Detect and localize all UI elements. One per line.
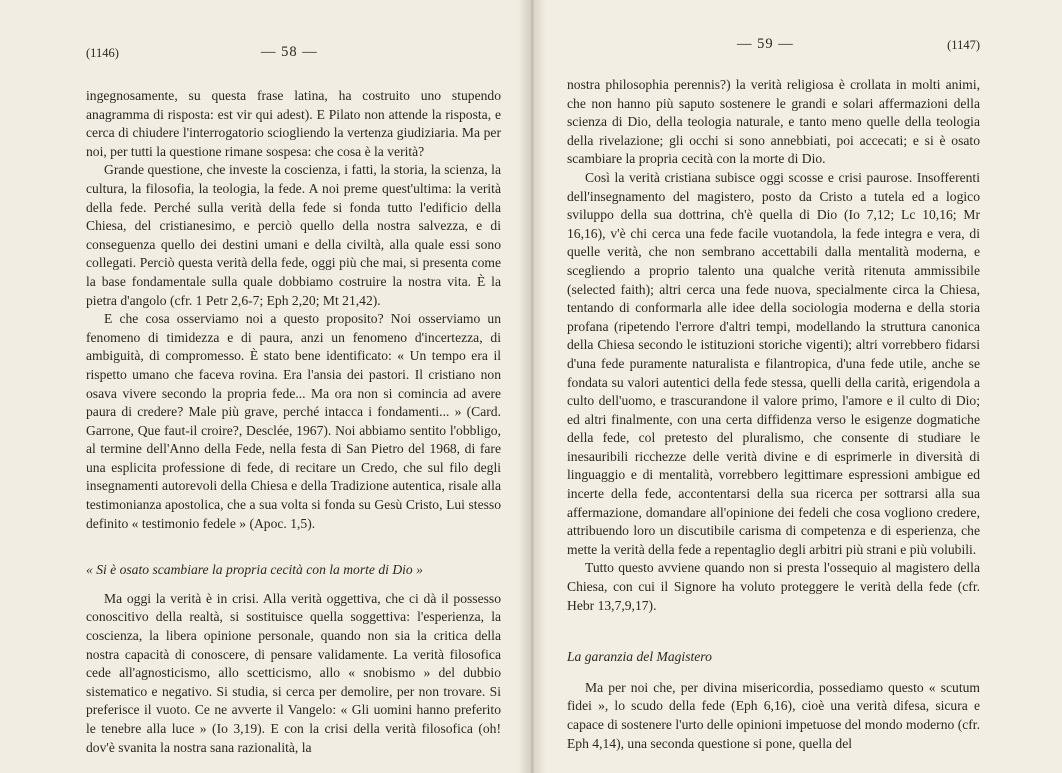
right-body-text — [567, 76, 980, 753]
left-body-text — [86, 87, 501, 757]
left-paragraph: Grande questione, che investe la coscienza, i fatti, la storia, la scienza, la cultura, la filosofia, la teologia, la fede. A noi preme quest'ultima: la verità della fede. Perché sulla verità della fede si fonda tutto l'edificio della Chiesa, del cristianesimo, e perciò quello della nostra salvezza, e di conseguenza quello dei destini umani e della civiltà, alla quale essi sono collegati. Perciò questa verità della fede, oggi più che mai, si presenta come la base fondamentale sulla quale dobbiamo costruire la nostra vita. È la pietra d'angolo (cfr. 1 Petr 2,6-7; Eph 2,20; Mt 21,42). — [86, 162, 501, 308]
right-page-number: — 59 — — [737, 36, 794, 52]
right-catalog-number: (1147) — [947, 38, 980, 52]
left-running-head — [86, 46, 501, 68]
right-paragraph: Così la verità cristiana subisce oggi scosse e crisi paurose. Insofferenti dell'insegnamento del magistero, posto da Cristo a tutela ed a logico sviluppo della sua dottrina, ch'è quella di Dio (Io 7,12; Lc 10,16; Mr 16,16), v'è chi cerca una fede facile vuotandola, la fede integra e vera, di quelle verità, che non sembrano accettabili dalla mentalità moderna, e scegliendo a proprio talento una qualche verità ritenuta ammissibile (selected faith); altri cerca una fede nuova, specialmente circa la Chiesa, tentando di conformarla alle idee della sociologia moderna e della storia profana (ripetendo l'errore d'altri tempi, modellando la struttura canonica della Chiesa secondo le istituzioni storiche vigenti); altri vorrebbero fidarsi d'una fede puramente naturalista e filantropica, d'una fede utile, anche se fondata su valori autentici della fede stessa, quelli della carità, erigendola a culto dell'uomo, e trascurandone il valore primo, l'amore e il culto di Dio; ed altri finalmente, con una certa diffidenza verso le esigenze dogmatiche della fede, col pretesto del pluralismo, che consente di studiare le inesauribili ricchezze delle verità divine e di esprimerle in diversità di linguaggio e di mentalità, vorrebbero legittimare espressioni ambigue ed incerte della fede, accontentarsi della sua ricerca per sottrarsi alla sua affermazione, domandare all'opinione dei fedeli che cosa vogliono credere, attribuendo loro un discutibile carisma di competenza e di esperienza, che mette la verità della fede a repentaglio degli arbitri più strani e più volubili. — [567, 169, 980, 557]
right-running-head — [567, 38, 980, 60]
left-paragraph: Ma oggi la verità è in crisi. Alla verità oggettiva, che ci dà il possesso conoscitivo della realtà, si sostituisce quella soggettiva: l'esperienza, la coscienza, la libera opinione personale, quando non sia la critica della nostra capacità di conoscere, di pensare validamente. La verità filosofica cede all'agnosticismo, allo scetticismo, allo « snobismo » del dubbio sistematico e negativo. Si studia, si cerca per demolire, per non trovare. Si preferisce il vuoto. Ce ne avverte il Vangelo: « Gli uomini hanno preferito le tenebre alla luce » (Io 3,19). E con la crisi della verità filosofica (oh! dov'è svanita la nostra sana razionalità, la — [86, 590, 501, 755]
right-paragraph: Tutto questo avviene quando non si presta l'ossequio al magistero della Chiesa, con cui il Signore ha voluto proteggere le verità della fede (cfr. Hebr 13,7,9,17). — [567, 560, 980, 613]
left-section-heading: « Si è osato scambiare la propria cecità con la morte di Dio » — [86, 562, 423, 578]
right-section-heading: La garanzia del Magistero — [567, 649, 712, 665]
left-catalog-number: (1146) — [86, 46, 119, 60]
right-paragraph: Ma per noi che, per divina misericordia, possediamo questo « scutum fidei », lo scudo della fede (Eph 6,16), cioè una verità difesa, sicura e capace di sostenere l'urto delle opinioni impetuose del mondo moderno (cfr. Eph 4,14), una seconda questione si pone, quella del — [567, 679, 980, 751]
right-paragraph: nostra philosophia perennis?) la verità religiosa è crollata in molti animi, che non hanno più saputo sostenere le grandi e solari affermazioni della scienza di Dio, della teologia naturale, e tanto meno quelle della teologia della rivelazione; gli occhi si sono annebbiati, poi accecati; e si è osato scambiare la propria cecità con la morte di Dio. — [567, 77, 980, 167]
right-page — [531, 0, 1062, 773]
left-page-number: — 58 — — [261, 44, 318, 60]
left-paragraph: ingegnosamente, su questa frase latina, ha costruito uno stupendo anagramma di risposta: est vir qui adest). E Pilato non attende la risposta, e cerca di chiudere l'interrogatorio sciogliendo la vertenza giudiziaria. Ma per noi, per tutti la questione rimane sospesa: che cosa è la verità? — [86, 88, 501, 159]
left-paragraph: E che cosa osserviamo noi a questo proposito? Noi osserviamo un fenomeno di timidezza e di paura, anzi un fenomeno d'incertezza, di ambiguità, di compromesso. È stato bene identificato: « Un tempo era il rispetto umano che faceva rovina. Era l'ansia dei pastori. Il cristiano non osava vivere secondo la propria fede... Ma ora non si comincia ad avere paura di credere? Male più grave, perché intacca i fondamenti... » (Card. Garrone, Que faut-il croire?, Desclée, 1967). Noi abbiamo sentito l'obbligo, al termine dell'Anno della Fede, nella festa di San Pietro del 1968, di fare una esplicita professione di fede, di recitare un Credo, che sul filo degli insegnamenti autorevoli della Chiesa e della Tradizione autentica, risale alla testimonianza apostolica, che a sua volta si fonda su Gesù Cristo, Lui stesso definito « testimonio fedele » (Apoc. 1,5). — [86, 311, 501, 531]
